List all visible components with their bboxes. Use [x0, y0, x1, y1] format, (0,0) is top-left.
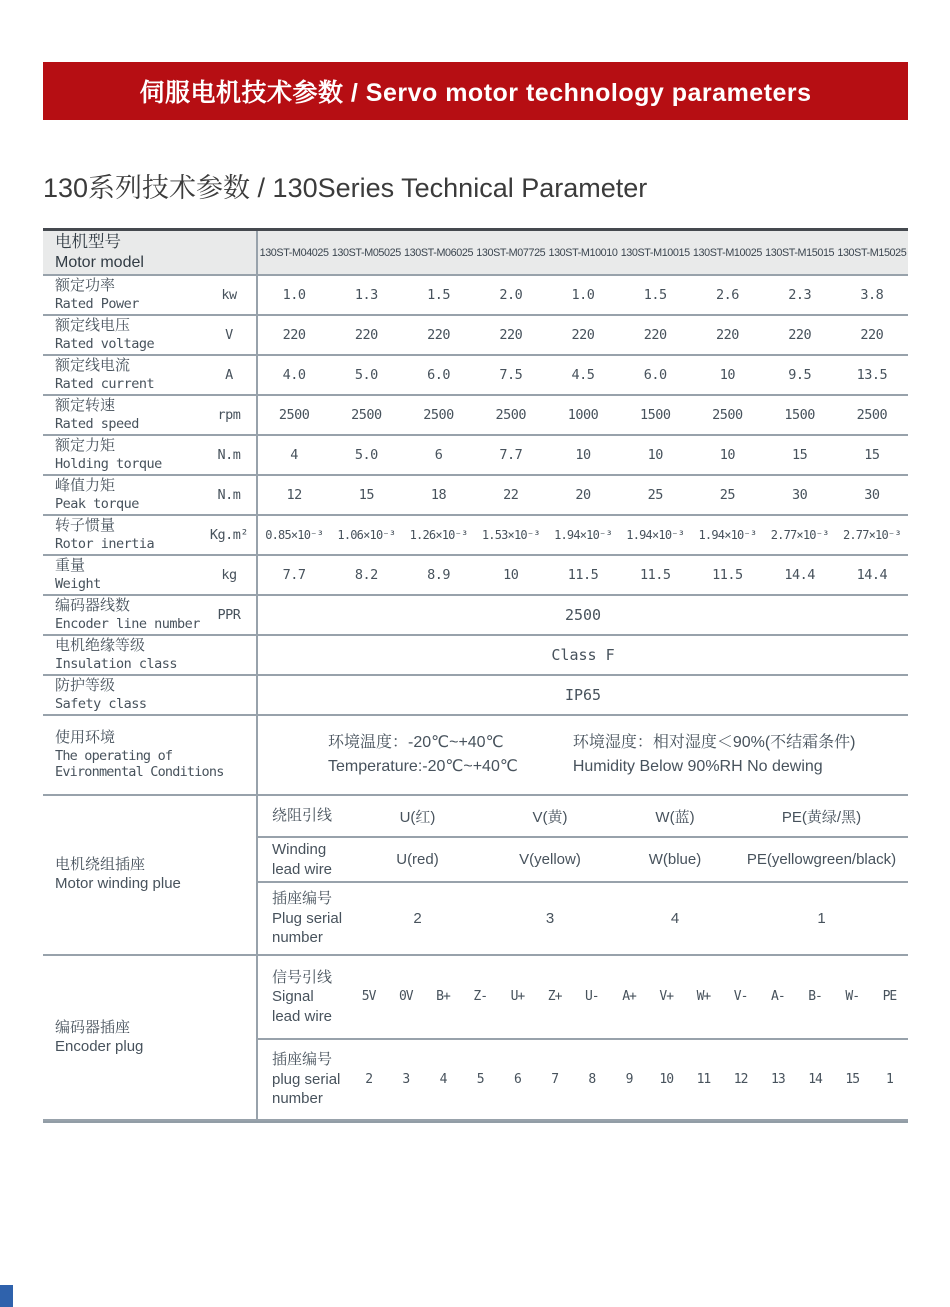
table-cell: 5V	[361, 989, 376, 1005]
table-cell: 0V	[398, 989, 413, 1005]
row-label-zh: 编码器线数	[55, 597, 131, 615]
table-cell: 10	[647, 447, 663, 463]
row-label-zh: 重量	[55, 557, 86, 575]
table-cell: 220	[354, 327, 378, 343]
table-cell: 10	[719, 447, 736, 463]
row-label-zh: 使用环境	[55, 728, 116, 746]
table-cell: 11.5	[712, 567, 743, 583]
table-cell: 5.0	[354, 447, 378, 463]
row-span-value: Class F	[551, 646, 615, 664]
section-label-zh: 编码器插座	[55, 1018, 131, 1036]
row-rated-power	[43, 276, 908, 316]
row-unit: V	[225, 327, 233, 343]
table-cell: W-	[845, 989, 860, 1005]
table-cell: 1.94×10⁻³	[554, 528, 612, 542]
table-cell: 220	[499, 327, 523, 343]
row-unit: PPR	[217, 607, 241, 623]
row-unit: kg	[221, 567, 237, 583]
table-cell: 1	[886, 1071, 893, 1087]
table-cell: 130ST-M15025	[837, 246, 907, 259]
table-cell: 25	[647, 487, 663, 503]
table-cell: 2.0	[499, 287, 523, 303]
table-cell: 130ST-M07725	[476, 246, 546, 259]
table-cell: 6.0	[643, 367, 667, 383]
winding-lead-wire-zh-row: 绕阻引线 U(红) V(黄) W(蓝) PE(黄绿/黑)	[258, 796, 908, 838]
table-cell: 8.9	[427, 567, 450, 583]
table-cell: 2.6	[715, 287, 739, 303]
table-cell: 6	[514, 1071, 521, 1087]
table-cell: 13	[771, 1071, 785, 1087]
table-cell: PE(yellowgreen/black)	[746, 851, 897, 869]
table-cell: A+	[622, 989, 636, 1005]
row-unit: N.m	[217, 487, 241, 503]
row-label-en-1: The operating of	[55, 747, 173, 764]
table-cell: 25	[719, 487, 736, 503]
table-cell: 3	[402, 1071, 410, 1087]
table-cell: 6.0	[427, 367, 450, 383]
row-span-value: 2500	[564, 606, 602, 624]
table-cell: 14.4	[856, 567, 888, 583]
table-cell: PE	[882, 989, 897, 1005]
row-insulation-class	[43, 636, 908, 676]
table-cell: 2500	[423, 407, 454, 423]
row-operating-environment	[43, 716, 908, 796]
table-cell: U(red)	[396, 851, 439, 869]
encoder-signal-row: 信号引线 Signal lead wire 5V 0V B+ Z- U+ Z+ U- A+ V+ W+ V- A- B- W- PE	[258, 956, 908, 1040]
table-cell: 18	[430, 487, 447, 503]
table-cell: 2	[413, 909, 422, 927]
table-cell: 8	[588, 1071, 596, 1087]
table-cell: 15	[845, 1071, 860, 1087]
table-cell: 2	[365, 1071, 373, 1087]
page-corner-mark	[0, 1285, 13, 1307]
table-cell: 4.5	[571, 367, 595, 383]
row-safety-class	[43, 676, 908, 716]
table-cell: 10	[503, 567, 519, 583]
table-cell: W(蓝)	[655, 808, 695, 826]
table-header-row	[43, 231, 908, 276]
table-cell: 3	[545, 909, 555, 927]
table-cell: 0.85×10⁻³	[265, 528, 324, 542]
row-encoder-line-number	[43, 596, 908, 636]
row-unit: A	[225, 367, 233, 383]
table-cell: 2500	[495, 407, 527, 423]
table-cell: 5	[476, 1071, 484, 1087]
row-values	[258, 316, 908, 354]
table-cell: 130ST-M15015	[765, 246, 835, 259]
table-cell: 7.7	[282, 567, 306, 583]
table-cell: 1.06×10⁻³	[337, 528, 396, 542]
table-cell: 4.0	[282, 367, 306, 383]
table-cell: 15	[864, 447, 880, 463]
winding-lead-wire-en-row: Winding lead wire U(red) V(yellow) W(blue) PE(yellowgreen/black)	[258, 838, 908, 882]
table-cell: 1500	[639, 407, 671, 423]
encoder-plug-serial-row: 插座编号 plug serial number 2 3 4 5 6 7 8 9 10 11 12 13 14 15 1	[258, 1040, 908, 1119]
table-cell: 1.5	[427, 287, 450, 303]
row-span-value: IP65	[564, 686, 602, 704]
table-cell: 220	[643, 327, 667, 343]
table-cell: 14.4	[784, 567, 815, 583]
table-cell: V+	[659, 989, 674, 1005]
table-cell: 220	[427, 327, 450, 343]
table-cell: U-	[584, 989, 599, 1005]
table-cell: 22	[503, 487, 519, 503]
table-cell: 220	[571, 327, 595, 343]
winding-plug-serial-row: 插座编号 Plug serial number 2 3 4 1	[258, 883, 908, 954]
row-values	[258, 356, 908, 394]
table-cell: 3.8	[860, 287, 884, 303]
row-label-en: Insulation class	[55, 655, 178, 672]
table-cell: 30	[792, 487, 808, 503]
table-cell: 2500	[278, 407, 310, 423]
table-cell: 15	[358, 487, 374, 503]
section-motor-winding-plug	[43, 796, 908, 956]
table-cell: 1.94×10⁻³	[626, 528, 685, 542]
row-unit: Kg.m²	[209, 527, 249, 543]
table-cell: 6	[434, 447, 443, 463]
table-cell: 13.5	[856, 367, 888, 383]
table-cell: V(yellow)	[519, 851, 581, 869]
table-cell: 9	[625, 1071, 633, 1087]
table-cell: 2500	[712, 407, 743, 423]
table-cell: 5.0	[354, 367, 378, 383]
section-label-zh: 电机绕组插座	[55, 856, 146, 874]
row-values	[258, 396, 908, 434]
table-cell: 130ST-M04025	[259, 246, 329, 259]
encoder-signal-values	[350, 989, 908, 1004]
table-cell: PE(黄绿/黑)	[781, 808, 862, 826]
row-values	[258, 556, 908, 594]
table-cell: 1.94×10⁻³	[698, 528, 757, 542]
table-cell: 4	[439, 1071, 447, 1087]
table-cell: 4	[670, 909, 680, 927]
row-label-zh: 防护等级	[55, 677, 116, 695]
table-cell: 2.3	[788, 287, 812, 303]
table-cell: 1.26×10⁻³	[409, 528, 468, 542]
row-unit: rpm	[217, 407, 241, 423]
temperature-spec: 环境温度：-20℃~+40℃ Temperature:-20℃~+40℃	[328, 734, 518, 775]
table-cell: B+	[436, 989, 450, 1005]
row-label-zh: 转子惯量	[55, 517, 116, 535]
row-label-en: Rated speed	[55, 415, 139, 432]
row-label-zh: 额定线电流	[55, 357, 131, 375]
row-label-en: Safety class	[55, 695, 147, 712]
row-rated-current	[43, 356, 908, 396]
table-cell: 130ST-M10015	[620, 246, 690, 259]
table-cell: 9.5	[788, 367, 812, 383]
row-label-zh: 额定线电压	[55, 317, 131, 335]
row-label-zh: 电机绝缘等级	[55, 637, 146, 655]
table-cell: 11	[696, 1071, 711, 1087]
table-cell: 2500	[856, 407, 888, 423]
table-cell: 12	[733, 1071, 748, 1087]
table-cell: 10	[575, 447, 591, 463]
table-cell: 130ST-M10025	[692, 246, 762, 259]
table-cell: 1.0	[282, 287, 306, 303]
table-cell: 1000	[567, 407, 599, 423]
winding-lead-wire-en-values	[350, 851, 908, 868]
row-label-zh: 额定转速	[55, 397, 116, 415]
table-cell: V(黄)	[532, 808, 568, 826]
row-label-zh: 峰值力矩	[55, 477, 116, 495]
table-cell: 130ST-M10010	[548, 246, 618, 259]
table-cell: 15	[792, 447, 808, 463]
row-rotor-inertia	[43, 516, 908, 556]
table-cell: Z-	[473, 989, 488, 1005]
section-title: 130系列技术参数 / 130Series Technical Parameter	[43, 173, 648, 203]
row-values	[258, 436, 908, 474]
table-cell: W+	[696, 989, 711, 1005]
table-cell: U+	[510, 989, 525, 1005]
table-cell: 1.3	[354, 287, 378, 303]
table-cell: 10	[719, 367, 736, 383]
encoder-plug-serial-values	[350, 1072, 908, 1087]
row-holding-torque	[43, 436, 908, 476]
table-cell: W(blue)	[648, 851, 702, 869]
table-cell: 30	[864, 487, 880, 503]
table-cell: 1	[817, 909, 826, 927]
row-label-zh: 额定力矩	[55, 437, 116, 455]
table-cell: 1500	[784, 407, 815, 423]
table-cell: 220	[715, 327, 739, 343]
table-cell: 2500	[351, 407, 382, 423]
table-cell: 4	[290, 447, 298, 463]
row-label-en: Holding torque	[55, 455, 162, 472]
header-label-cell	[43, 231, 258, 274]
table-cell: 130ST-M05025	[331, 246, 401, 259]
row-label-en: Rated Power	[55, 295, 139, 312]
table-cell: 11.5	[639, 567, 671, 583]
row-unit: N.m	[217, 447, 241, 463]
table-cell: 14	[808, 1071, 822, 1087]
table-cell: 1.0	[571, 287, 595, 303]
row-label-en: Rated current	[55, 375, 155, 392]
table-cell: 220	[788, 327, 812, 343]
table-cell: 7.7	[499, 447, 523, 463]
table-cell: 20	[575, 487, 591, 503]
row-label-en: Encoder line number	[55, 615, 200, 632]
header-label-zh: 电机型号	[55, 233, 121, 252]
table-cell: 2.77×10⁻³	[770, 528, 829, 542]
table-cell: 220	[860, 327, 884, 343]
section-encoder-plug	[43, 956, 908, 1121]
table-cell: Z+	[547, 989, 562, 1005]
row-rated-speed	[43, 396, 908, 436]
row-label-en-2: Evironmental Conditions	[55, 764, 224, 781]
table-cell: 220	[282, 327, 306, 343]
row-unit: kw	[221, 287, 237, 303]
table-cell: 130ST-M06025	[404, 246, 474, 259]
table-cell: 7.5	[499, 367, 523, 383]
row-label-en: Rated voltage	[55, 335, 155, 352]
table-cell: A-	[771, 989, 785, 1005]
row-values	[258, 476, 908, 514]
table-cell: V-	[733, 989, 748, 1005]
table-cell: U(红)	[399, 808, 436, 826]
humidity-spec: 环境湿度：相对湿度＜90%(不结霜条件) Humidity Below 90%RH No dewing	[572, 734, 856, 775]
table-cell: 7	[551, 1071, 559, 1087]
section-label-en: Encoder plug	[55, 1037, 144, 1055]
model-names	[258, 231, 908, 274]
winding-lead-wire-zh-values	[350, 806, 908, 827]
row-values	[258, 276, 908, 314]
row-label-en: Weight	[55, 575, 101, 592]
row-rated-voltage	[43, 316, 908, 356]
table-cell: 1.53×10⁻³	[481, 528, 540, 542]
table-cell: 1.5	[643, 287, 667, 303]
banner-title: 伺服电机技术参数 / Servo motor technology parameters	[139, 79, 812, 107]
row-values	[258, 516, 908, 554]
spec-table	[43, 228, 908, 1123]
row-weight	[43, 556, 908, 596]
row-label-zh: 额定功率	[55, 277, 116, 295]
table-cell: 11.5	[567, 567, 599, 583]
section-label-en: Motor winding plue	[55, 875, 181, 892]
table-cell: B-	[808, 989, 822, 1005]
header-label-en: Motor model	[55, 253, 144, 271]
page-banner	[43, 62, 908, 120]
table-cell: 8.2	[354, 567, 378, 583]
table-cell: 2.77×10⁻³	[842, 528, 901, 542]
row-peak-torque	[43, 476, 908, 516]
table-cell: 12	[286, 487, 302, 503]
row-label-en: Peak torque	[55, 495, 139, 512]
table-cell: 10	[659, 1071, 674, 1087]
row-label-en: Rotor inertia	[55, 535, 155, 552]
winding-plug-serial-values	[350, 910, 908, 927]
